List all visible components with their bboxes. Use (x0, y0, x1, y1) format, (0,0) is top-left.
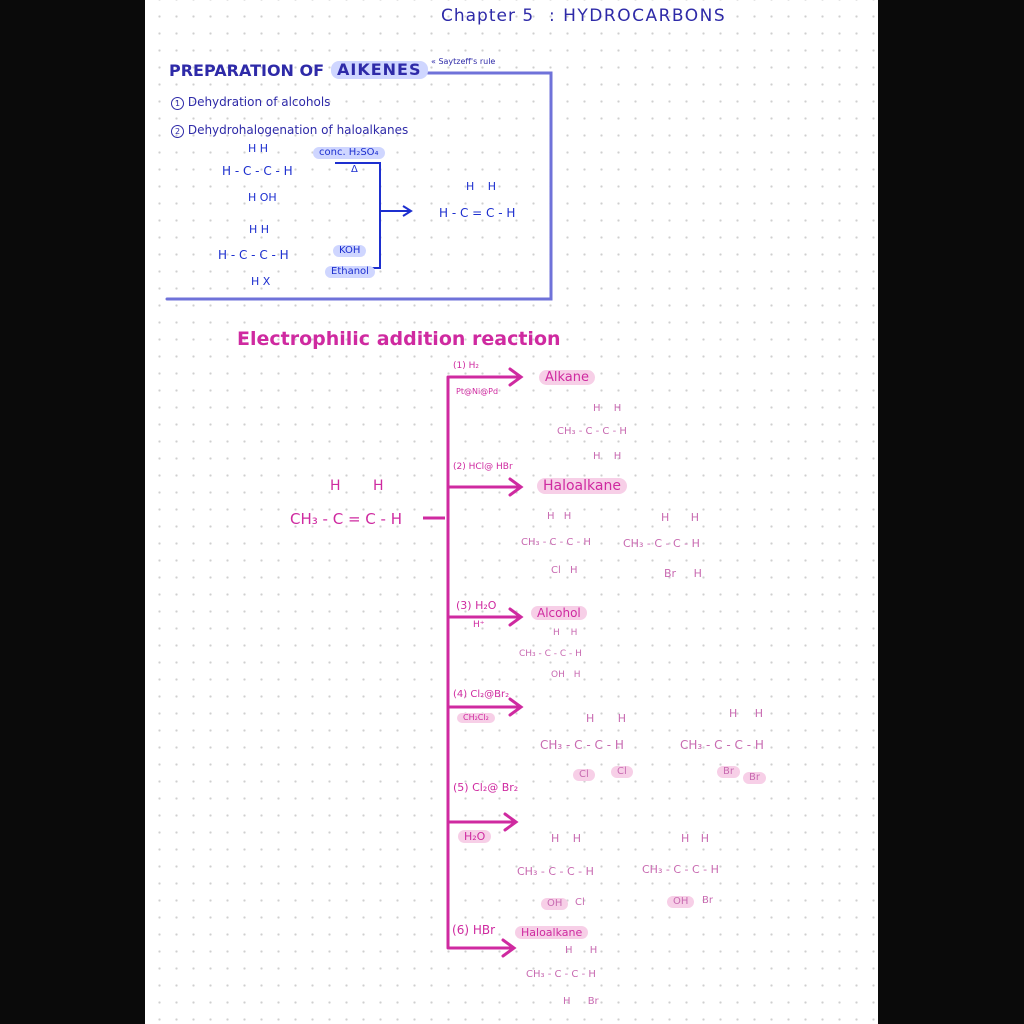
prep-item-2 (171, 124, 408, 138)
prep-heading-highlight: AIKENES (331, 61, 428, 79)
r4-s1-top: H H (586, 712, 627, 725)
r5-s2-sub-b: Br (702, 895, 713, 906)
r2-s2-top: H H (661, 511, 700, 524)
r5-s1-sub-a: OH (541, 898, 568, 910)
r2-s1-top: H H (547, 511, 572, 522)
r2-s2-main: CH₃ - C - C - H (623, 537, 700, 550)
r3-condition: H⁺ (473, 620, 485, 630)
reagent-heat: Δ (351, 164, 358, 175)
r4-condition: CH₂Cl₂ (457, 713, 495, 723)
r5-s2-top: H H (681, 832, 710, 845)
r6-s1-top: H H (565, 945, 598, 956)
r2-s2-bottom: Br H (664, 567, 702, 580)
r6-product: Haloalkane (515, 926, 588, 939)
r3-product: Alcohol (531, 606, 587, 620)
r4-s1-main: CH₃ - C - C - H (540, 738, 624, 752)
r4-s2-main: CH₃ - C - C - H (680, 738, 764, 752)
r1-s1-main: CH₃ - C - C - H (557, 426, 627, 437)
page-title: Chapter 5 (441, 6, 535, 26)
r5-s1-sub-b: Cl (575, 897, 585, 908)
number-badge: 1 (171, 97, 184, 110)
mol1-bottom: H OH (248, 191, 277, 204)
reagent-h2so4: conc. H₂SO₄ (313, 147, 385, 159)
r5-s2-main: CH₃ - C - C - H (642, 863, 719, 876)
reactant-main: CH₃ - C = C - H (290, 510, 402, 528)
r2-reagent: (2) HCl@ HBr (453, 462, 513, 472)
r4-s2-sub-a: Br (717, 766, 740, 778)
notebook-page (145, 0, 878, 1024)
prep-heading: PREPARATION OF (169, 61, 325, 80)
prep-item-2-label: Dehydrohalogenation of haloalkanes (187, 123, 409, 137)
r2-s1-main: CH₃ - C - C - H (521, 537, 591, 548)
mol2-bottom: H X (251, 275, 271, 288)
r2-product: Haloalkane (537, 478, 627, 494)
r3-s1-bottom: OH H (551, 670, 581, 680)
r6-reagent: (6) HBr (452, 923, 496, 937)
number-badge: 2 (171, 125, 184, 138)
r3-reagent: (3) H₂O (456, 599, 497, 612)
product-main: H - C = C - H (439, 206, 516, 220)
r6-s1-bottom: H Br (563, 996, 599, 1007)
r5-s1-top: H H (551, 832, 582, 845)
mol1-top: H H (248, 142, 269, 155)
mol2-main: H - C - C - H (218, 248, 289, 262)
r2-s1-bottom: Cl H (551, 565, 578, 576)
r4-reagent: (4) Cl₂@Br₂ (453, 689, 510, 700)
reagent-koh: KOH (333, 245, 366, 257)
r5-s2-sub-a: OH (667, 896, 694, 908)
r1-condition: Pt@Ni@Pd (456, 387, 499, 396)
r6-s1-main: CH₃ - C - C - H (526, 969, 596, 980)
reactant-top: H H (330, 478, 384, 494)
ea-heading: Electrophilic addition reaction (237, 328, 561, 350)
prep-item-1-label: Dehydration of alcohols (187, 95, 331, 109)
mol2-top: H H (249, 223, 270, 236)
r5-reagent: (5) Cl₂@ Br₂ (453, 781, 519, 794)
r1-s1-bottom: H H (593, 451, 622, 462)
r4-s2-top: H H (729, 707, 764, 720)
prep-item-1 (171, 96, 330, 110)
r4-s1-sub-b: Cl (611, 766, 633, 778)
r5-s1-main: CH₃ - C - C - H (517, 865, 594, 878)
r1-product: Alkane (539, 370, 595, 385)
r1-reagent: (1) H₂ (453, 361, 480, 371)
r3-s1-main: CH₃ - C - C - H (519, 649, 582, 659)
r4-s1-sub-a: Cl (573, 769, 595, 781)
r5-condition: H₂O (458, 830, 491, 843)
r1-s1-top: H H (593, 403, 622, 414)
saytzeff-note: « Saytzeff's rule (431, 57, 496, 66)
product-top: H H (466, 180, 497, 193)
ea-branches (448, 369, 521, 956)
r4-s2-sub-b: Br (743, 772, 766, 784)
r3-s1-top: H H (553, 628, 578, 638)
mol1-main: H - C - C - H (222, 164, 293, 178)
reagent-ethanol: Ethanol (325, 266, 375, 278)
page-subtitle: : HYDROCARBONS (549, 6, 727, 26)
